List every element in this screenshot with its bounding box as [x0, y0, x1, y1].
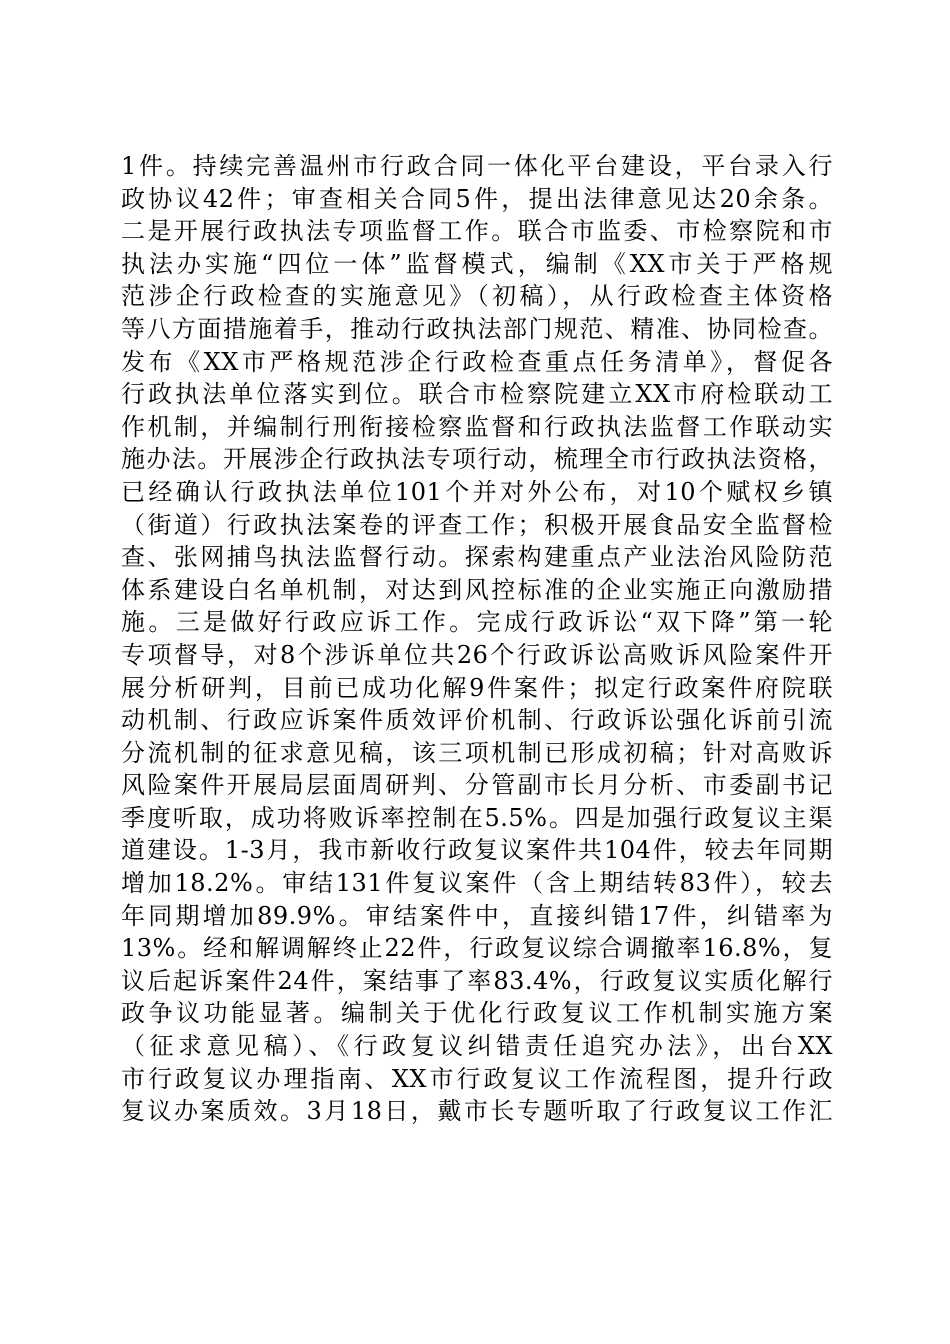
- text-line: 复议办案质效。3月18日，戴市长专题听取了行政复议工作汇: [121, 1097, 833, 1126]
- text-line: 作机制，并编制行刑衔接检察监督和行政执法监督工作联动实: [121, 412, 833, 441]
- text-line: 市行政复议办理指南、XX市行政复议工作流程图，提升行政: [121, 1064, 833, 1093]
- text-line: 增加18.2%。审结131件复议案件（含上期结转83件），较去: [121, 869, 833, 898]
- text-line: 执法办实施“四位一体”监督模式，编制《XX市关于严格规: [121, 249, 833, 278]
- text-line: 体系建设白名单机制，对达到风控标准的企业实施正向激励措: [121, 575, 833, 604]
- text-line: 动机制、行政应诉案件质效评价机制、行政诉讼强化诉前引流: [121, 706, 833, 735]
- text-line: 分流机制的征求意见稿，该三项机制已形成初稿；针对高败诉: [121, 738, 833, 767]
- text-line: 等八方面措施着手，推动行政执法部门规范、精准、协同检查。: [121, 314, 833, 343]
- text-line: 1件。持续完善温州市行政合同一体化平台建设，平台录入行: [121, 152, 833, 180]
- text-line: 展分析研判，目前已成功化解9件案件；拟定行政案件府院联: [121, 673, 833, 702]
- text-line: 施办法。开展涉企行政执法专项行动，梳理全市行政执法资格，: [121, 445, 833, 474]
- text-line: 行政执法单位落实到位。联合市检察院建立XX市府检联动工: [121, 380, 833, 409]
- text-line: 范涉企行政检查的实施意见》（初稿），从行政检查主体资格: [121, 282, 833, 311]
- text-line: 议后起诉案件24件，案结事了率83.4%，行政复议实质化解行: [121, 966, 833, 995]
- text-line: 施。三是做好行政应诉工作。完成行政诉讼“双下降”第一轮: [121, 608, 833, 637]
- text-line: 二是开展行政执法专项监督工作。联合市监委、市检察院和市: [121, 217, 833, 246]
- text-line: 专项督导，对8个涉诉单位共26个行政诉讼高败诉风险案件开: [121, 640, 833, 669]
- text-line: （征求意见稿）、《行政复议纠错责任追究办法》，出台XX: [121, 1032, 833, 1061]
- text-line: 政协议42件；审查相关合同5件，提出法律意见达20余条。: [121, 184, 833, 213]
- text-line: 查、张网捕鸟执法监督行动。探索构建重点产业法治风险防范: [121, 543, 833, 572]
- text-line: 发布《XX市严格规范涉企行政检查重点任务清单》，督促各: [121, 347, 833, 376]
- text-line: 年同期增加89.9%。审结案件中，直接纠错17件，纠错率为: [121, 901, 833, 930]
- text-line: 已经确认行政执法单位101个并对外公布，对10个赋权乡镇: [121, 477, 833, 506]
- text-line: 政争议功能显著。编制关于优化行政复议工作机制实施方案: [121, 999, 833, 1028]
- body-text: [121, 150, 833, 1128]
- text-line: 13%。经和解调解终止22件，行政复议综合调撤率16.8%，复: [121, 934, 833, 963]
- text-line: 风险案件开展局层面周研判、分管副市长月分析、市委副书记: [121, 771, 833, 800]
- text-line: 季度听取，成功将败诉率控制在5.5%。四是加强行政复议主渠: [121, 803, 833, 832]
- text-line: 道建设。1-3月，我市新收行政复议案件共104件，较去年同期: [121, 836, 833, 865]
- text-line: （街道）行政执法案卷的评查工作；积极开展食品安全监督检: [121, 510, 833, 539]
